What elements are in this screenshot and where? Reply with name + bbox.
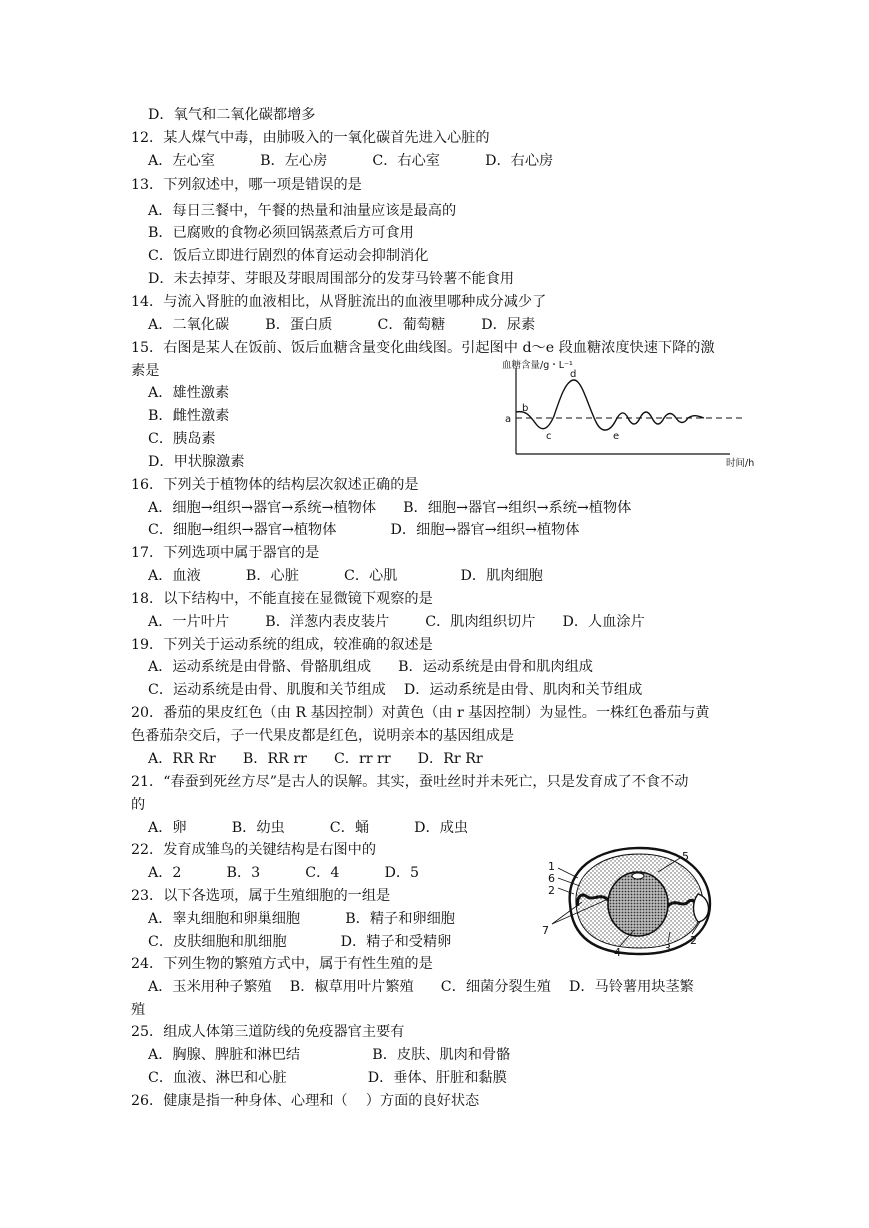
egg-label-1: 1 [548,860,555,873]
text-line: 色番茄杂交后，子一代果皮都是红色，说明亲本的基因组成是 [131,728,515,744]
egg-diagram [540,842,720,960]
text-line: 26．健康是指一种身体、心理和（ ）方面的良好状态 [131,1093,480,1109]
text-line: D．氧气和二氧化碳都增多 [148,107,316,123]
text-line: 18．以下结构中，不能直接在显微镜下观察的是 [131,591,433,607]
blood-sugar-figure [498,358,768,470]
text-line: C．胰岛素 [148,431,216,447]
text-line: 的 [131,797,146,813]
egg-yolk [608,872,668,936]
text-line: C．运动系统是由骨、肌腹和关节组成 D．运动系统是由骨、肌肉和关节组成 [148,682,643,698]
point-label-d: d [570,369,577,380]
blood-sugar-curve [516,380,704,430]
point-label-c: c [546,431,552,442]
text-line: A．胸腺、脾脏和淋巴结 B．皮肤、肌肉和骨骼 [148,1047,511,1063]
text-line: A．RR Rr B．RR rr C．rr rr D．Rr Rr [148,751,483,767]
text-line: 19．下列关于运动系统的组成，较准确的叙述是 [131,637,433,653]
point-label-a: a [505,414,512,425]
text-line: A．睾丸细胞和卵巢细胞 B．精子和卵细胞 [148,911,455,927]
blood-sugar-graph [498,358,768,470]
egg-label-2-left: 2 [548,884,555,897]
text-line: C．细胞→组织→器官→植物体 D．细胞→器官→组织→植物体 [148,522,580,538]
text-line: 20．番茄的果皮红色（由 R 基因控制）对黄色（由 r 基因控制）为显性。一株红色番茄与黄 [131,705,710,721]
text-line: A．血液 B．心脏 C．心肌 D．肌肉细胞 [148,568,543,584]
text-line: A．每日三餐中，午餐的热量和油量应该是最高的 [148,203,457,219]
text-line: 13．下列叙述中，哪一项是错误的是 [131,177,362,193]
point-label-e: e [613,431,620,442]
text-line: 12．某人煤气中毒，由肺吸入的一氧化碳首先进入心脏的 [131,130,490,146]
y-axis-label: 血糖含量/g・L⁻¹ [502,360,573,371]
text-line: D．甲状腺激素 [148,454,245,470]
text-line: A．左心室 B．左心房 C．右心室 D．右心房 [148,153,554,169]
air-cell [694,894,709,922]
egg-label-2-right: 2 [690,934,697,947]
germinal-disc [632,873,644,879]
text-line: 24．下列生物的繁殖方式中，属于有性生殖的是 [131,956,433,972]
text-line: A．雄性激素 [148,385,230,401]
text-line: 25．组成人体第三道防线的免疫器官主要有 [131,1024,405,1040]
text-line: A．细胞→组织→器官→系统→植物体 B．细胞→器官→组织→系统→植物体 [148,500,632,516]
text-line: 14．与流入肾脏的血液相比，从肾脏流出的血液里哪种成分减少了 [131,294,547,310]
egg-structure-figure [540,842,720,960]
text-line: 23．以下各选项，属于生殖细胞的一组是 [131,888,391,904]
text-line: C．饭后立即进行剧烈的体育运动会抑制消化 [148,248,429,264]
text-line: A．一片叶片 B．洋葱内表皮装片 C．肌肉组织切片 D．人血涂片 [148,614,645,630]
text-line: C．皮肤细胞和肌细胞 D．精子和受精卵 [148,934,452,950]
text-line: 殖 [131,1002,146,1018]
egg-label-4: 4 [614,946,621,959]
text-line: 17．下列选项中属于器官的是 [131,545,320,561]
text-line: A．运动系统是由骨骼、骨骼肌组成 B．运动系统是由骨和肌肉组成 [148,659,593,675]
text-line: C．血液、淋巴和心脏 D．垂体、肝脏和黏膜 [148,1070,507,1086]
text-line: 16．下列关于植物体的结构层次叙述正确的是 [131,477,419,493]
egg-label-3: 3 [664,942,671,955]
egg-label-5: 5 [682,850,689,863]
text-line: B．雌性激素 [148,408,230,424]
text-line: A．二氧化碳 B．蛋白质 C．葡萄糖 D．尿素 [148,317,536,333]
point-label-b: b [522,403,529,414]
text-line: A．玉米用种子繁殖 B．椒草用叶片繁殖 C．细菌分裂生殖 D．马铃薯用块茎繁 [148,979,694,995]
text-line: 21．“春蚕到死丝方尽”是古人的误解。其实，蚕吐丝时并未死亡，只是发育成了不食不动 [131,774,689,790]
text-line: 素是 [131,363,160,379]
egg-label-6: 6 [548,872,555,885]
text-line: 15．右图是某人在饭前、饭后血糖含量变化曲线图。引起图中 d～e 段血糖浓度快速下降的激 [131,340,715,356]
text-line: A．卵 B．幼虫 C．蛹 D．成虫 [148,820,469,836]
x-axis-label: 时间/h [726,458,755,469]
egg-label-7: 7 [542,924,549,937]
text-line: 22．发育成雏鸟的关键结构是右图中的 [131,842,377,858]
text-line: D．未去掉芽、芽眼及芽眼周围部分的发芽马铃薯不能食用 [148,271,515,287]
text-line: A．2 B．3 C．4 D．5 [148,865,420,881]
text-line: B．已腐败的食物必须回锅蒸煮后方可食用 [148,225,414,241]
